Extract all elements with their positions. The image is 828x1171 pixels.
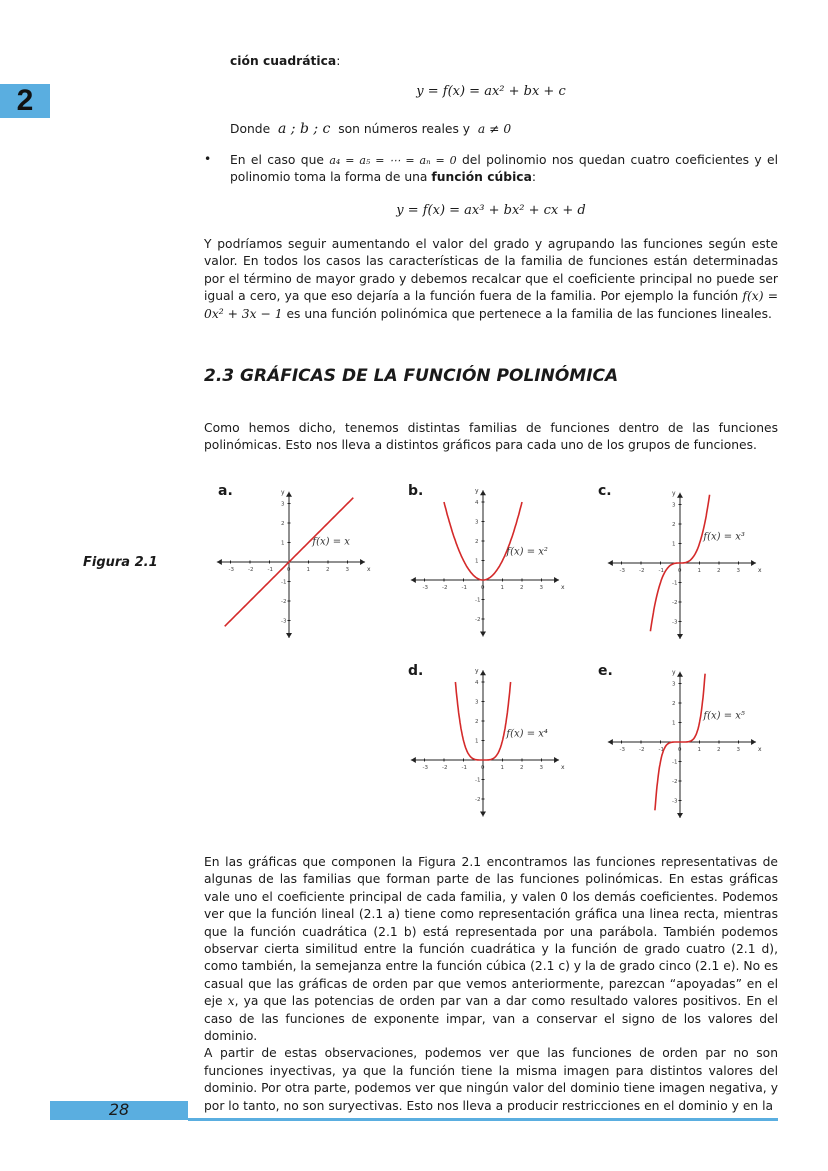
equation-cubic: y = f(x) = ax³ + bx² + cx + d (396, 203, 586, 218)
x-tick-label: -1 (658, 568, 664, 574)
graph-b (422, 487, 565, 623)
x-tick-label: 3 (736, 568, 740, 574)
y-tick-label: 3 (672, 681, 676, 688)
y-tick-label: -2 (475, 617, 481, 623)
y-tick-label: 1 (672, 720, 676, 727)
y-tick-label: -3 (672, 619, 678, 626)
x-tick-label: -2 (639, 747, 645, 753)
y-tick-label: 4 (475, 500, 479, 506)
x-tick-label: 2 (520, 585, 524, 591)
y-axis-label: y (475, 487, 479, 495)
function-formula: f(x) = x⁵ (703, 710, 745, 722)
y-axis-label: y (672, 668, 676, 676)
x-axis-label: x (758, 567, 762, 574)
axis-arrows (608, 672, 756, 818)
x-tick-label: 0 (678, 747, 682, 753)
y-tick-label: -2 (475, 797, 481, 803)
text: Y podríamos seguir aumentando el valor del grado y agrupando las funciones según este valor. En todos los casos las características de la familia de funciones están determinadas por el término de mayor grado y debemos recalcar que el coeficiente principal no puede ser igual a cero, ya que eso dejaría a la función fuera de la familia. Por ejemplo la función (204, 237, 778, 304)
paragraph-2 (204, 854, 778, 1115)
panel-label-a: a. (218, 483, 233, 499)
axis-arrows (608, 493, 756, 639)
y-tick-label: 1 (281, 540, 285, 547)
donde-line (230, 121, 511, 137)
y-tick-label: 3 (281, 501, 285, 508)
y-tick-label: -1 (281, 579, 287, 586)
x-tick-label: 2 (520, 765, 524, 771)
section-heading: 2.3 GRÁFICAS DE LA FUNCIÓN POLINÓMICA (204, 366, 619, 386)
panel-label-e: e. (598, 663, 613, 679)
x-tick-label: -3 (422, 765, 428, 771)
x-tick-label: -3 (422, 585, 428, 591)
x-tick-label: -2 (442, 585, 448, 591)
y-tick-label: 3 (475, 519, 479, 526)
panel-label-c: c. (598, 483, 612, 499)
y-tick-label: 4 (475, 680, 479, 686)
x-tick-label: -1 (658, 747, 664, 753)
section-intro: Como hemos dicho, tenemos distintas familias de funciones dentro de las funciones polinómicas. Esto nos lleva a distintos gráficos para cada uno de los grupos de funciones. (204, 421, 778, 453)
figure-label: Figura 2.1 (83, 555, 158, 570)
graph-d (422, 667, 565, 803)
x-axis-label: x (367, 566, 371, 573)
x-tick-label: 1 (500, 585, 504, 591)
axis-arrows (411, 490, 559, 636)
footer-line (188, 1118, 778, 1121)
y-tick-label: 2 (281, 521, 285, 527)
math: f(x) = 0x² + 3x − 1 (204, 289, 778, 321)
text: son números reales y (338, 122, 471, 136)
y-tick-label: 2 (672, 701, 676, 707)
x-tick-label: 0 (287, 567, 291, 573)
x-tick-label: 0 (481, 765, 485, 771)
y-tick-label: -2 (281, 599, 287, 605)
math: a₄ = a₅ = ⋯ = aₙ = 0 (329, 154, 457, 167)
y-tick-label: 3 (475, 699, 479, 706)
axis-arrows (411, 670, 559, 816)
x-axis-label: x (561, 584, 565, 591)
function-formula: f(x) = x⁴ (506, 728, 548, 740)
function-formula: f(x) = x² (506, 546, 548, 558)
paragraph-1 (204, 236, 778, 323)
y-tick-label: -1 (672, 580, 678, 587)
y-tick-label: -1 (475, 777, 481, 784)
y-tick-label: -2 (672, 600, 678, 606)
equation-quadratic: y = f(x) = ax² + bx + c (416, 84, 566, 99)
x-tick-label: -1 (461, 585, 467, 591)
bold-term: función cúbica (431, 170, 532, 185)
text: del polinomio nos quedan cuatro coeficientes y el polinomio toma la forma de una (230, 153, 778, 185)
panel-label-b: b. (408, 483, 424, 499)
bullet-icon: • (204, 152, 212, 166)
text: En el caso que (230, 153, 324, 167)
x-tick-label: 0 (678, 568, 682, 574)
y-tick-label: 1 (475, 738, 479, 745)
math: x (227, 994, 235, 1009)
x-tick-label: -2 (442, 765, 448, 771)
x-tick-label: -1 (461, 765, 467, 771)
x-tick-label: -2 (248, 567, 254, 573)
x-tick-label: 2 (717, 747, 721, 753)
x-tick-label: 1 (306, 567, 310, 573)
y-axis-label: y (281, 488, 285, 496)
y-tick-label: 2 (672, 522, 676, 528)
x-tick-label: 3 (539, 765, 543, 771)
bullet-text (230, 152, 778, 187)
math-vars: a ; b ; c (278, 121, 331, 137)
text: Donde (230, 122, 271, 136)
x-tick-label: -3 (619, 747, 625, 753)
graph-a (228, 488, 371, 625)
y-tick-label: 2 (475, 539, 479, 545)
y-tick-label: -3 (281, 618, 287, 625)
y-axis-label: y (672, 489, 676, 497)
axis-arrows (217, 492, 365, 638)
graph-c (619, 489, 762, 626)
punct: : (531, 170, 537, 185)
text: , ya que las potencias de orden par van a dar como resultado valores positivos. En el caso de las funciones de exponente impar, van a conservar el signo de los valores del dominio. (204, 994, 778, 1044)
graph-e (619, 668, 762, 805)
x-tick-label: -3 (619, 568, 625, 574)
x-tick-label: 1 (697, 568, 701, 574)
continued-line (230, 54, 340, 68)
x-tick-label: -2 (639, 568, 645, 574)
x-tick-label: 2 (326, 567, 330, 573)
x-tick-label: 3 (345, 567, 349, 573)
text: En las gráficas que componen la Figura 2.1 encontramos las funciones representativas de algunas de las familias que forman parte de las funciones polinómicas. En estas gráficas vale uno el coeficiente principal de cada familia, y valen 0 los demás coeficientes. Podemos ver que la función lineal (2.1 a) tiene como representación gráfica una linea recta, mientras que la función cuadrática (2.1 b) está representada por una parábola. También podemos observar cierta similitud entre la función cuadrática y la función de grado cuatro (2.1 d), como también, la semejanza entre la función cúbica (2.1 c) y la de grado cinco (2.1 e). No es casual que las gráficas de orden par que vemos anteriormente, parezcan “apoyadas” en el eje (204, 855, 778, 1009)
x-tick-label: 1 (500, 765, 504, 771)
chapter-number-badge: 2 (0, 84, 50, 118)
x-tick-label: 0 (481, 585, 485, 591)
text: A partir de estas observaciones, podemos ver que las funciones de orden par no son funciones inyectivas, ya que la función tiene la misma imagen para distintos valores del dominio. Por otra parte, podemos ver que ningún valor del dominio tiene imagen negativa, y por lo tanto, no son suryectivas. Esto nos lleva a producir restricciones en el dominio y en la (204, 1046, 778, 1113)
page-number: 28 (108, 1100, 130, 1119)
y-tick-label: 1 (672, 541, 676, 548)
text: es una función polinómica que pertenece a la familia de las funciones lineales. (286, 306, 772, 321)
x-tick-label: 3 (539, 585, 543, 591)
x-axis-label: x (758, 746, 762, 753)
panel-label-d: d. (408, 663, 424, 679)
bold-term: ción cuadrática (230, 54, 337, 68)
y-tick-label: -3 (672, 798, 678, 805)
y-tick-label: 2 (475, 719, 479, 725)
x-tick-label: -1 (267, 567, 273, 573)
punct: : (336, 54, 341, 68)
y-tick-label: -2 (672, 779, 678, 785)
y-tick-label: 3 (672, 502, 676, 509)
x-tick-label: 2 (717, 568, 721, 574)
y-tick-label: 1 (475, 558, 479, 565)
y-tick-label: -1 (672, 759, 678, 766)
x-axis-label: x (561, 764, 565, 771)
x-tick-label: 3 (736, 747, 740, 753)
function-formula: f(x) = x³ (703, 531, 745, 543)
function-formula: f(x) = x (312, 536, 350, 548)
x-tick-label: -3 (228, 567, 234, 573)
x-tick-label: 1 (697, 747, 701, 753)
y-axis-label: y (475, 667, 479, 675)
y-tick-label: -1 (475, 597, 481, 604)
math-cond: a ≠ 0 (477, 122, 512, 136)
